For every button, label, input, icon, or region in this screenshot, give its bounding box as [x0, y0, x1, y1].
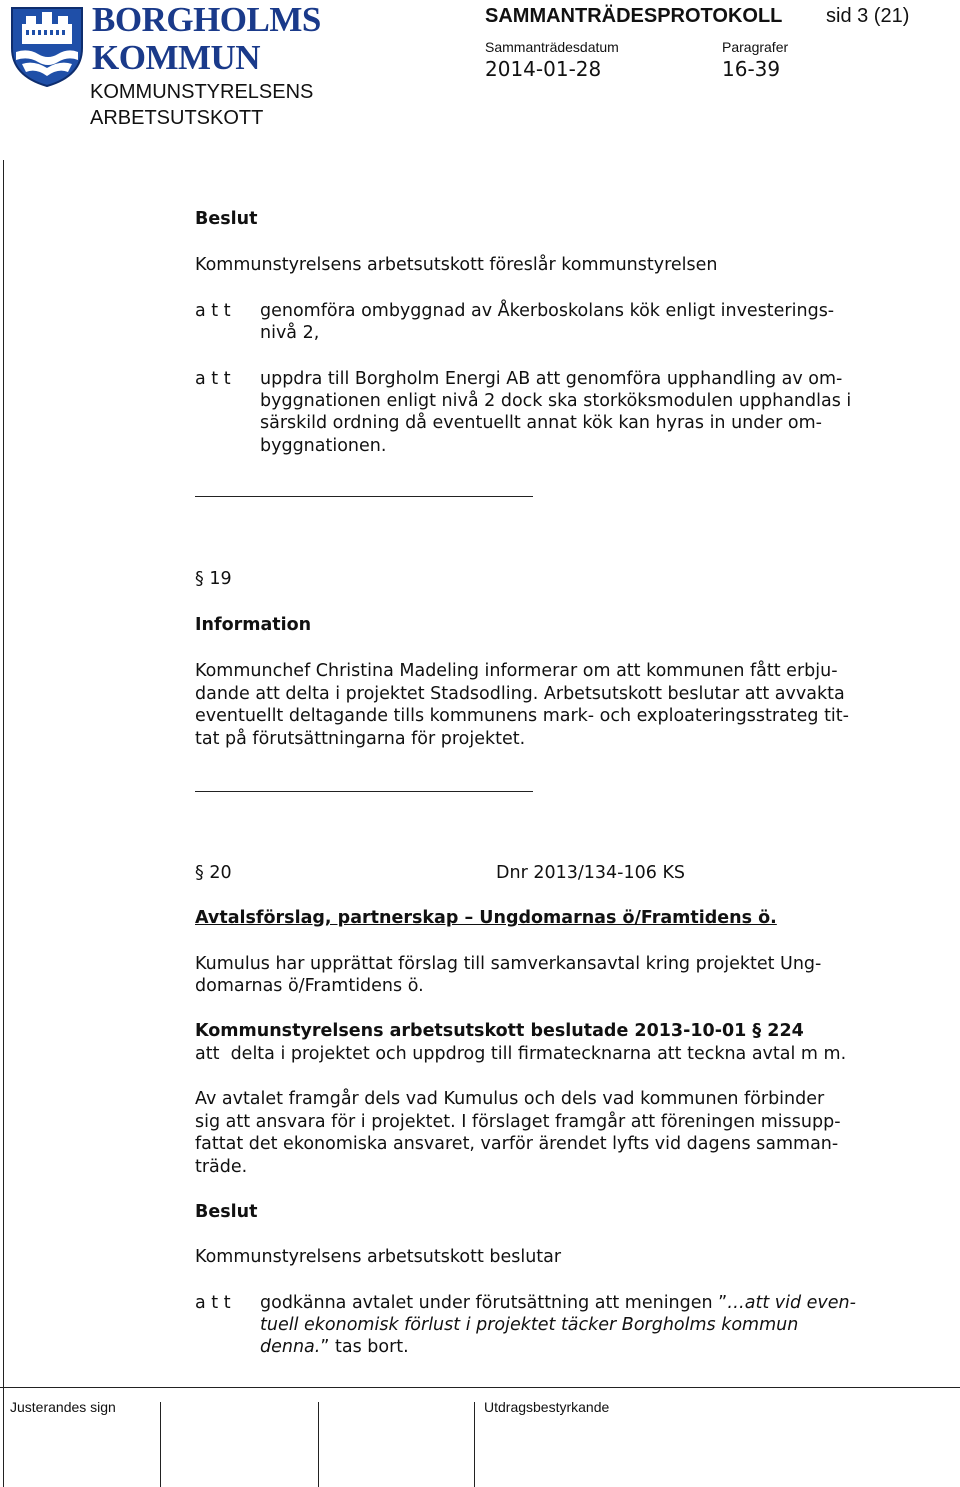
quoted-sentence: …att vid even-: [727, 1293, 856, 1313]
left-margin-line: [3, 160, 4, 1487]
section-heading: Information: [195, 615, 312, 635]
decision-item-line: genomföra ombyggnad av Åkerboskolans kök enligt investerings-: [260, 301, 835, 321]
footer-divider: [0, 1387, 960, 1388]
decision-heading: Beslut: [195, 209, 258, 229]
signature-box-separator: [474, 1402, 475, 1487]
decision-item-line: tuell ekonomisk förlust i projektet täcker Borgholms kommun: [260, 1315, 799, 1335]
prior-decision-text: att delta i projektet och uppdrog till firmatecknarna att teckna avtal m m.: [195, 1044, 847, 1064]
body-line: Kumulus har upprättat förslag till samverkansavtal kring projektet Ung-: [195, 954, 822, 974]
brand-name-line1: BORGHOLMS: [92, 0, 321, 39]
page-number: sid 3 (21): [826, 5, 910, 27]
body-line: sig att ansvara för i projektet. I förslaget framgår att föreningen missupp-: [195, 1112, 841, 1132]
paragraph-number: § 20: [195, 863, 232, 883]
decision-heading: Beslut: [195, 1202, 258, 1222]
section-divider: [195, 791, 533, 792]
decision-intro: Kommunstyrelsens arbetsutskott beslutar: [195, 1247, 562, 1267]
att-marker: a t t: [195, 369, 231, 389]
quoted-sentence: denna.: [260, 1337, 321, 1357]
org-name-line1: KOMMUNSTYRELSENS: [90, 81, 314, 103]
paragraphs-value: 16-39: [722, 57, 781, 81]
att-marker: a t t: [195, 1293, 231, 1313]
case-number: Dnr 2013/134-106 KS: [496, 863, 686, 883]
municipality-crest-logo: [8, 2, 86, 88]
decision-item-line: [260, 1336, 900, 1359]
body-line: domarnas ö/Framtidens ö.: [195, 976, 424, 996]
decision-item-text: godkänna avtalet under förutsättning att meningen ”: [260, 1293, 728, 1313]
body-line: dande att delta i projektet Stadsodling. Arbetsutskott beslutar att avvakta: [195, 684, 845, 704]
decision-item-line: byggnationen enligt nivå 2 dock ska storköksmodulen upphandlas i: [260, 391, 852, 411]
signature-box-separator: [318, 1402, 319, 1487]
meeting-date-label: Sammanträdesdatum: [485, 39, 619, 55]
section-heading: Avtalsförslag, partnerskap – Ungdomarnas ö/Framtidens ö.: [195, 908, 777, 928]
decision-item-line: [260, 1292, 900, 1315]
brand-name-line2: KOMMUN: [92, 38, 261, 77]
decision-item-line: nivå 2,: [260, 323, 320, 343]
body-line: fattat det ekonomiska ansvaret, varför ärendet lyfts vid dagens samman-: [195, 1134, 839, 1154]
decision-item-line: byggnationen.: [260, 436, 387, 456]
signature-box-separator: [160, 1402, 161, 1487]
att-marker: a t t: [195, 301, 231, 321]
org-name-line2: ARBETSUTSKOTT: [90, 107, 264, 129]
prior-decision-heading: Kommunstyrelsens arbetsutskott beslutade 2013-10-01 § 224: [195, 1021, 804, 1041]
meeting-date-value: 2014-01-28: [485, 57, 602, 81]
body-line: tat på förutsättningarna för projektet.: [195, 729, 526, 749]
body-line: Av avtalet framgår dels vad Kumulus och dels vad kommunen förbinder: [195, 1089, 825, 1109]
paragraph-number: § 19: [195, 569, 232, 589]
paragraphs-label: Paragrafer: [722, 39, 789, 55]
body-line: Kommunchef Christina Madeling informerar om att kommunen fått erbju-: [195, 661, 838, 681]
decision-item-text: ” tas bort.: [320, 1337, 409, 1357]
decision-intro: Kommunstyrelsens arbetsutskott föreslår kommunstyrelsen: [195, 255, 718, 275]
decision-item-line: uppdra till Borgholm Energi AB att genomföra upphandling av om-: [260, 369, 843, 389]
body-line: träde.: [195, 1157, 248, 1177]
decision-item-line: särskild ordning då eventuellt annat kök kan hyras in under om-: [260, 413, 822, 433]
body-line: eventuellt deltagande tills kommunens mark- och exploateringsstrateg tit-: [195, 706, 849, 726]
extract-certification-label: Utdragsbestyrkande: [484, 1399, 610, 1415]
protocol-title: SAMMANTRÄDESPROTOKOLL: [485, 5, 783, 27]
signature-label: Justerandes sign: [10, 1399, 116, 1415]
section-divider: [195, 496, 533, 497]
